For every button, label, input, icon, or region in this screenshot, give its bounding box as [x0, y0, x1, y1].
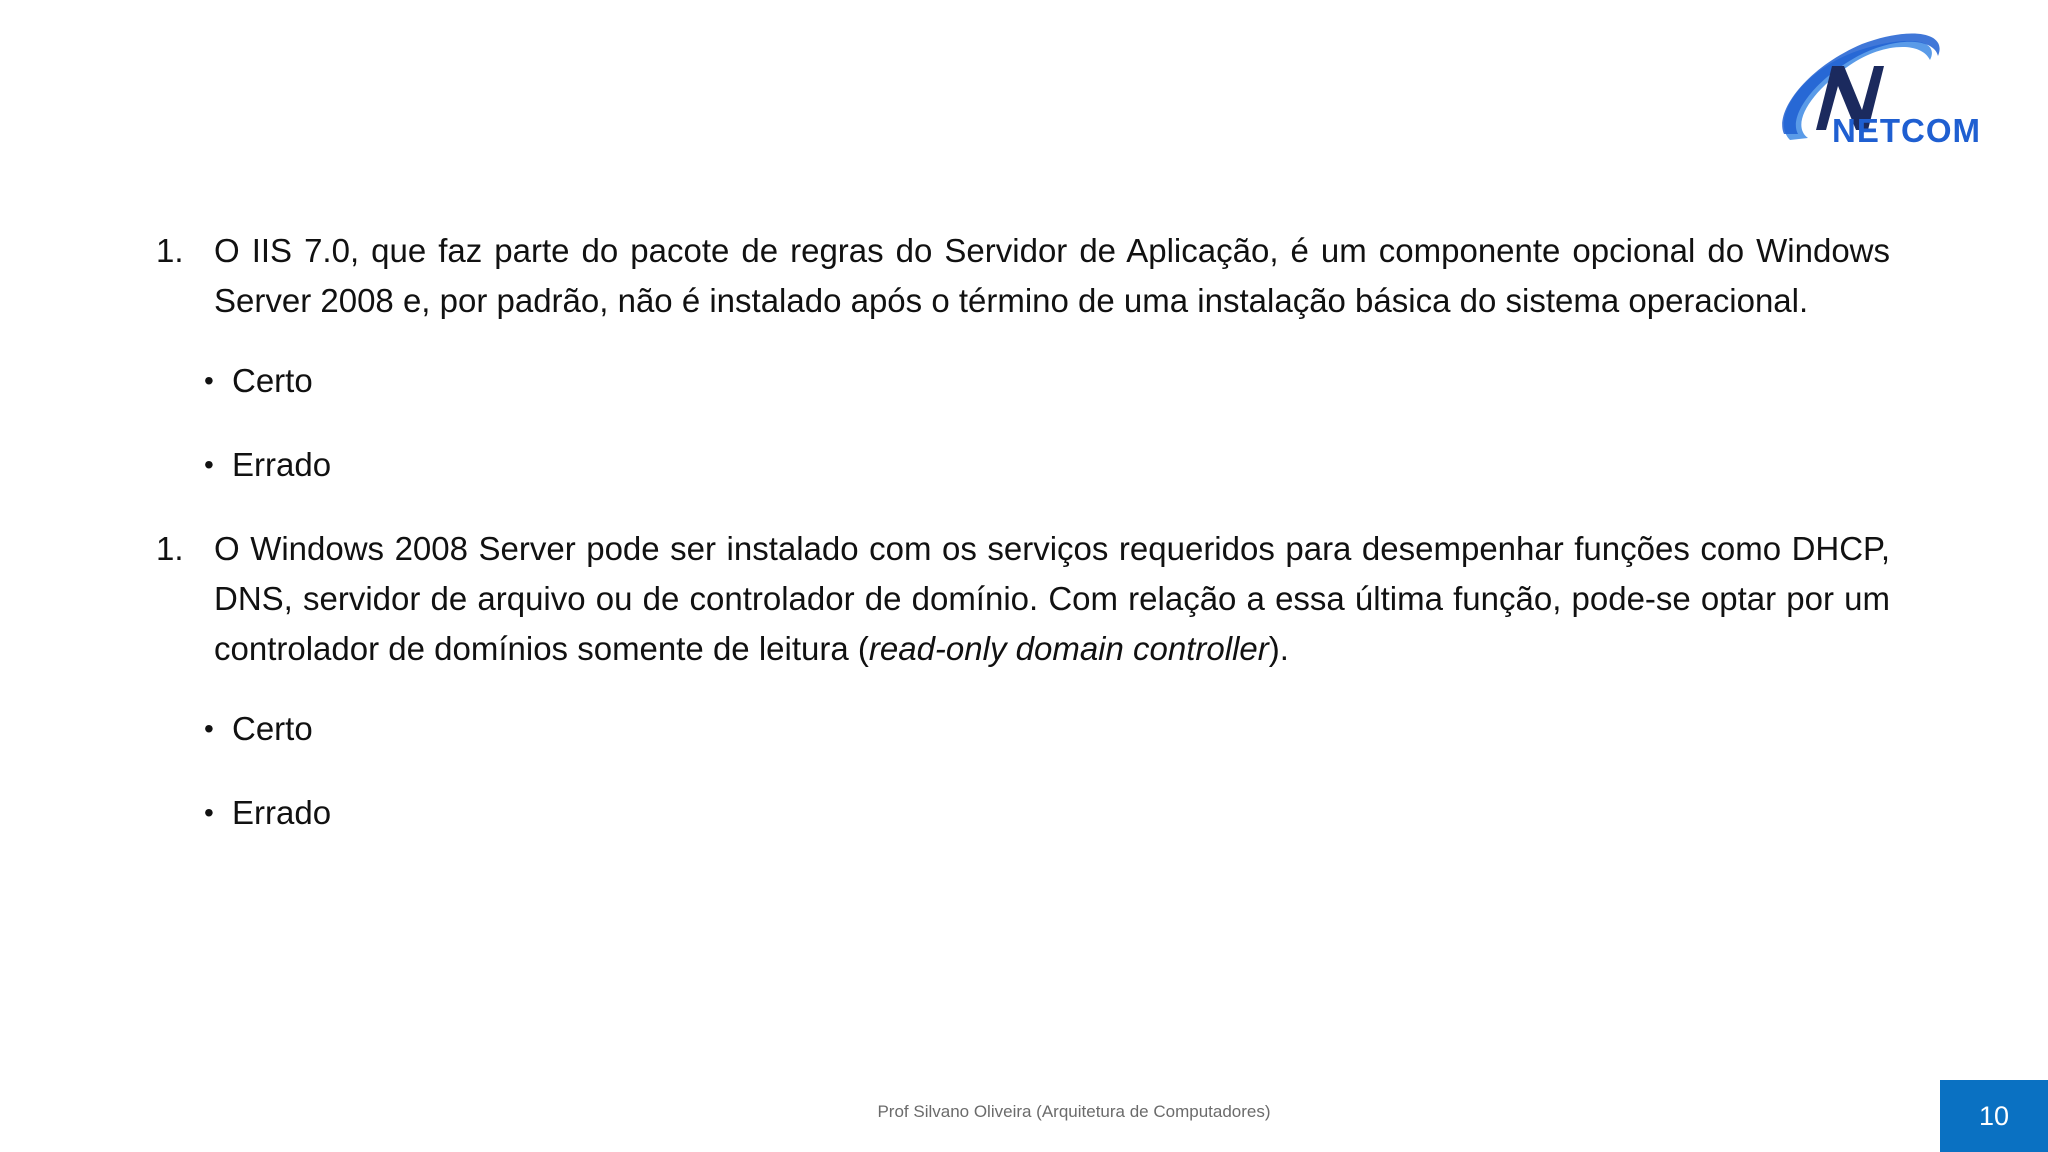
- question-2: [156, 524, 1890, 674]
- question-text: O IIS 7.0, que faz parte do pacote de regras do Servidor de Aplicação, é um componente opcional do Windows Server 2008 e, por padrão, não é instalado após o término de uma instalação básica do sistema operacional.: [214, 232, 1890, 319]
- bullet-dot-icon: •: [204, 713, 214, 744]
- page-number: 10: [1940, 1080, 2048, 1152]
- question-text-part: O Windows 2008 Server pode ser instalado com os serviços requeridos para desempenhar funções como DHCP, DNS, servidor de arquivo ou de controlador de domínio. Com relação a essa última função, pode-se optar por um controlador de domínios somente de leitura (: [214, 530, 1890, 667]
- bullet-dot-icon: •: [204, 449, 214, 480]
- option-item: [204, 704, 1890, 754]
- question-1: [156, 226, 1890, 326]
- option-item: [204, 356, 1890, 406]
- question-text-part: ).: [1268, 630, 1289, 667]
- bullet-dot-icon: •: [204, 797, 214, 828]
- question-text: [214, 524, 1890, 674]
- option-label: Certo: [232, 362, 313, 399]
- footer-text: Prof Silvano Oliveira (Arquitetura de Computadores): [877, 1102, 1271, 1121]
- bullet-dot-icon: •: [204, 365, 214, 396]
- question-number: 1.: [156, 232, 184, 269]
- option-item: [204, 440, 1890, 490]
- netcom-logo-icon: [1770, 30, 2006, 148]
- option-label: Certo: [232, 710, 313, 747]
- option-label: Errado: [232, 794, 332, 831]
- question-text-italic: read-only domain controller: [868, 630, 1269, 667]
- slide-content: [156, 226, 1890, 872]
- option-label: Errado: [232, 446, 332, 483]
- logo-text: NETCOM: [1832, 112, 1981, 148]
- question-number: 1.: [156, 530, 184, 567]
- option-item: [204, 788, 1890, 838]
